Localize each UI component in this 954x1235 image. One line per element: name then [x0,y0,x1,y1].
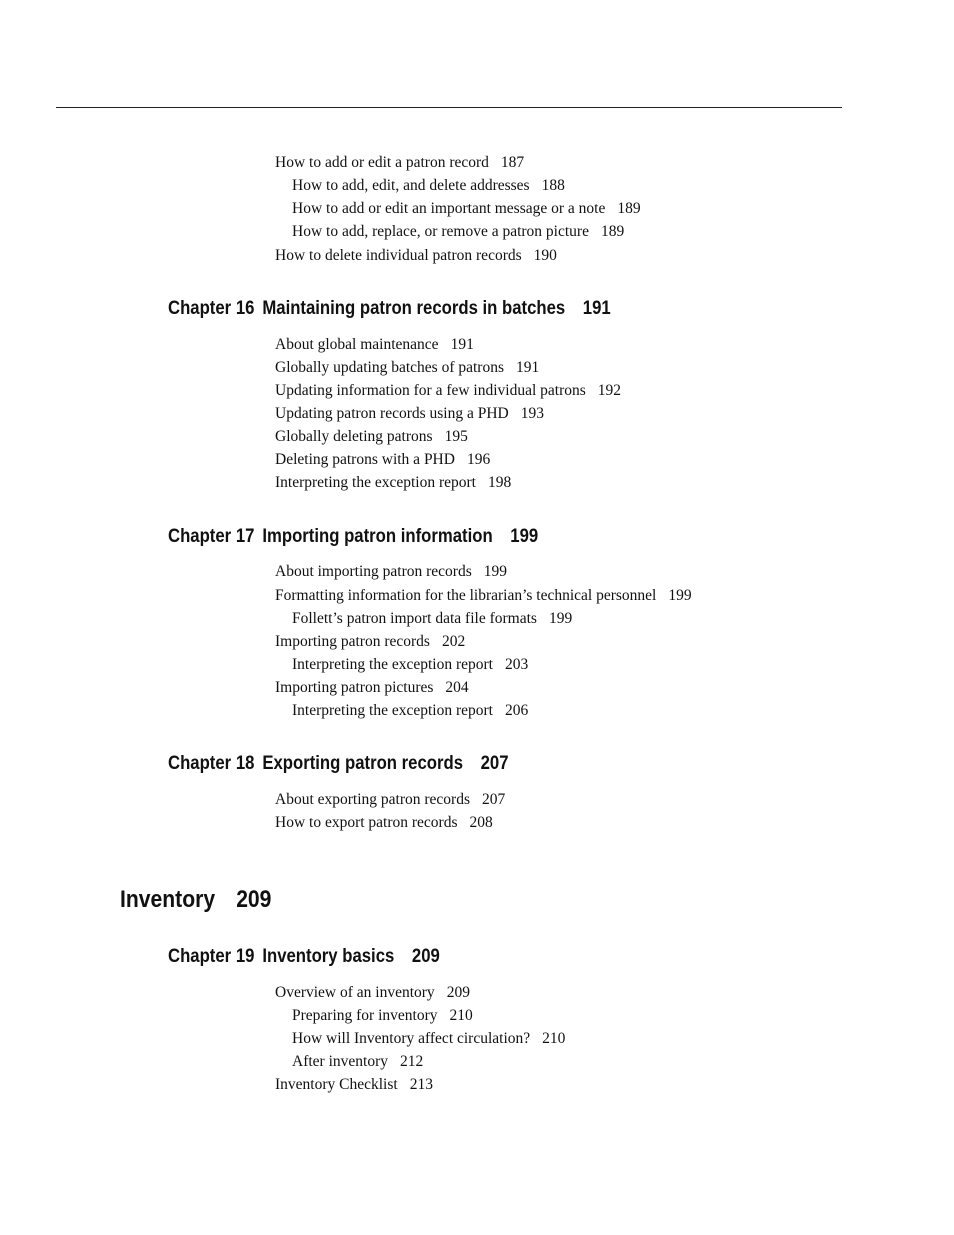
toc-entry[interactable]: How to export patron records 208 [275,814,493,831]
toc-entry[interactable]: Globally deleting patrons 195 [275,428,468,445]
toc-entry[interactable]: Importing patron records 202 [275,633,466,650]
toc-entry[interactable]: How to add, replace, or remove a patron picture 189 [292,223,625,240]
part-heading[interactable]: Inventory 209 [120,886,272,913]
toc-entry[interactable]: Interpreting the exception report 206 [292,702,529,719]
toc-entry[interactable]: Deleting patrons with a PHD 196 [275,451,491,468]
toc-entry[interactable]: Globally updating batches of patrons 191 [275,359,540,376]
toc-entry[interactable]: After inventory 212 [292,1053,424,1070]
toc-entry[interactable]: How to add or edit an important message or a note 189 [292,200,641,217]
toc-entry[interactable]: Interpreting the exception report 203 [292,656,529,673]
toc-entry[interactable]: About global maintenance 191 [275,336,474,353]
toc-entry[interactable]: Follett’s patron import data file formats 199 [292,610,573,627]
toc-entry[interactable]: Updating information for a few individual patrons 192 [275,382,622,399]
chapter-heading[interactable]: Chapter 18 Exporting patron records 207 [168,753,509,774]
toc-entry[interactable]: Preparing for inventory 210 [292,1007,473,1024]
toc-entry[interactable]: How to delete individual patron records 190 [275,247,557,264]
toc-entry[interactable]: Formatting information for the librarian’s technical personnel 199 [275,587,692,604]
chapter-heading[interactable]: Chapter 17 Importing patron information 199 [168,526,539,547]
toc-entry[interactable]: Interpreting the exception report 198 [275,474,512,491]
toc-entry[interactable]: How to add or edit a patron record 187 [275,154,525,171]
toc-entry[interactable]: Inventory Checklist 213 [275,1076,433,1093]
toc-entry[interactable]: About exporting patron records 207 [275,791,506,808]
chapter-heading[interactable]: Chapter 19 Inventory basics 209 [168,946,440,967]
toc-entry[interactable]: Overview of an inventory 209 [275,984,470,1001]
header-rule [56,107,842,108]
chapter-heading[interactable]: Chapter 16 Maintaining patron records in batches 191 [168,298,611,319]
toc-entry[interactable]: About importing patron records 199 [275,563,507,580]
toc-entry[interactable]: How will Inventory affect circulation? 210 [292,1030,566,1047]
toc-entry[interactable]: How to add, edit, and delete addresses 188 [292,177,565,194]
toc-entry[interactable]: Updating patron records using a PHD 193 [275,405,544,422]
toc-entry[interactable]: Importing patron pictures 204 [275,679,469,696]
